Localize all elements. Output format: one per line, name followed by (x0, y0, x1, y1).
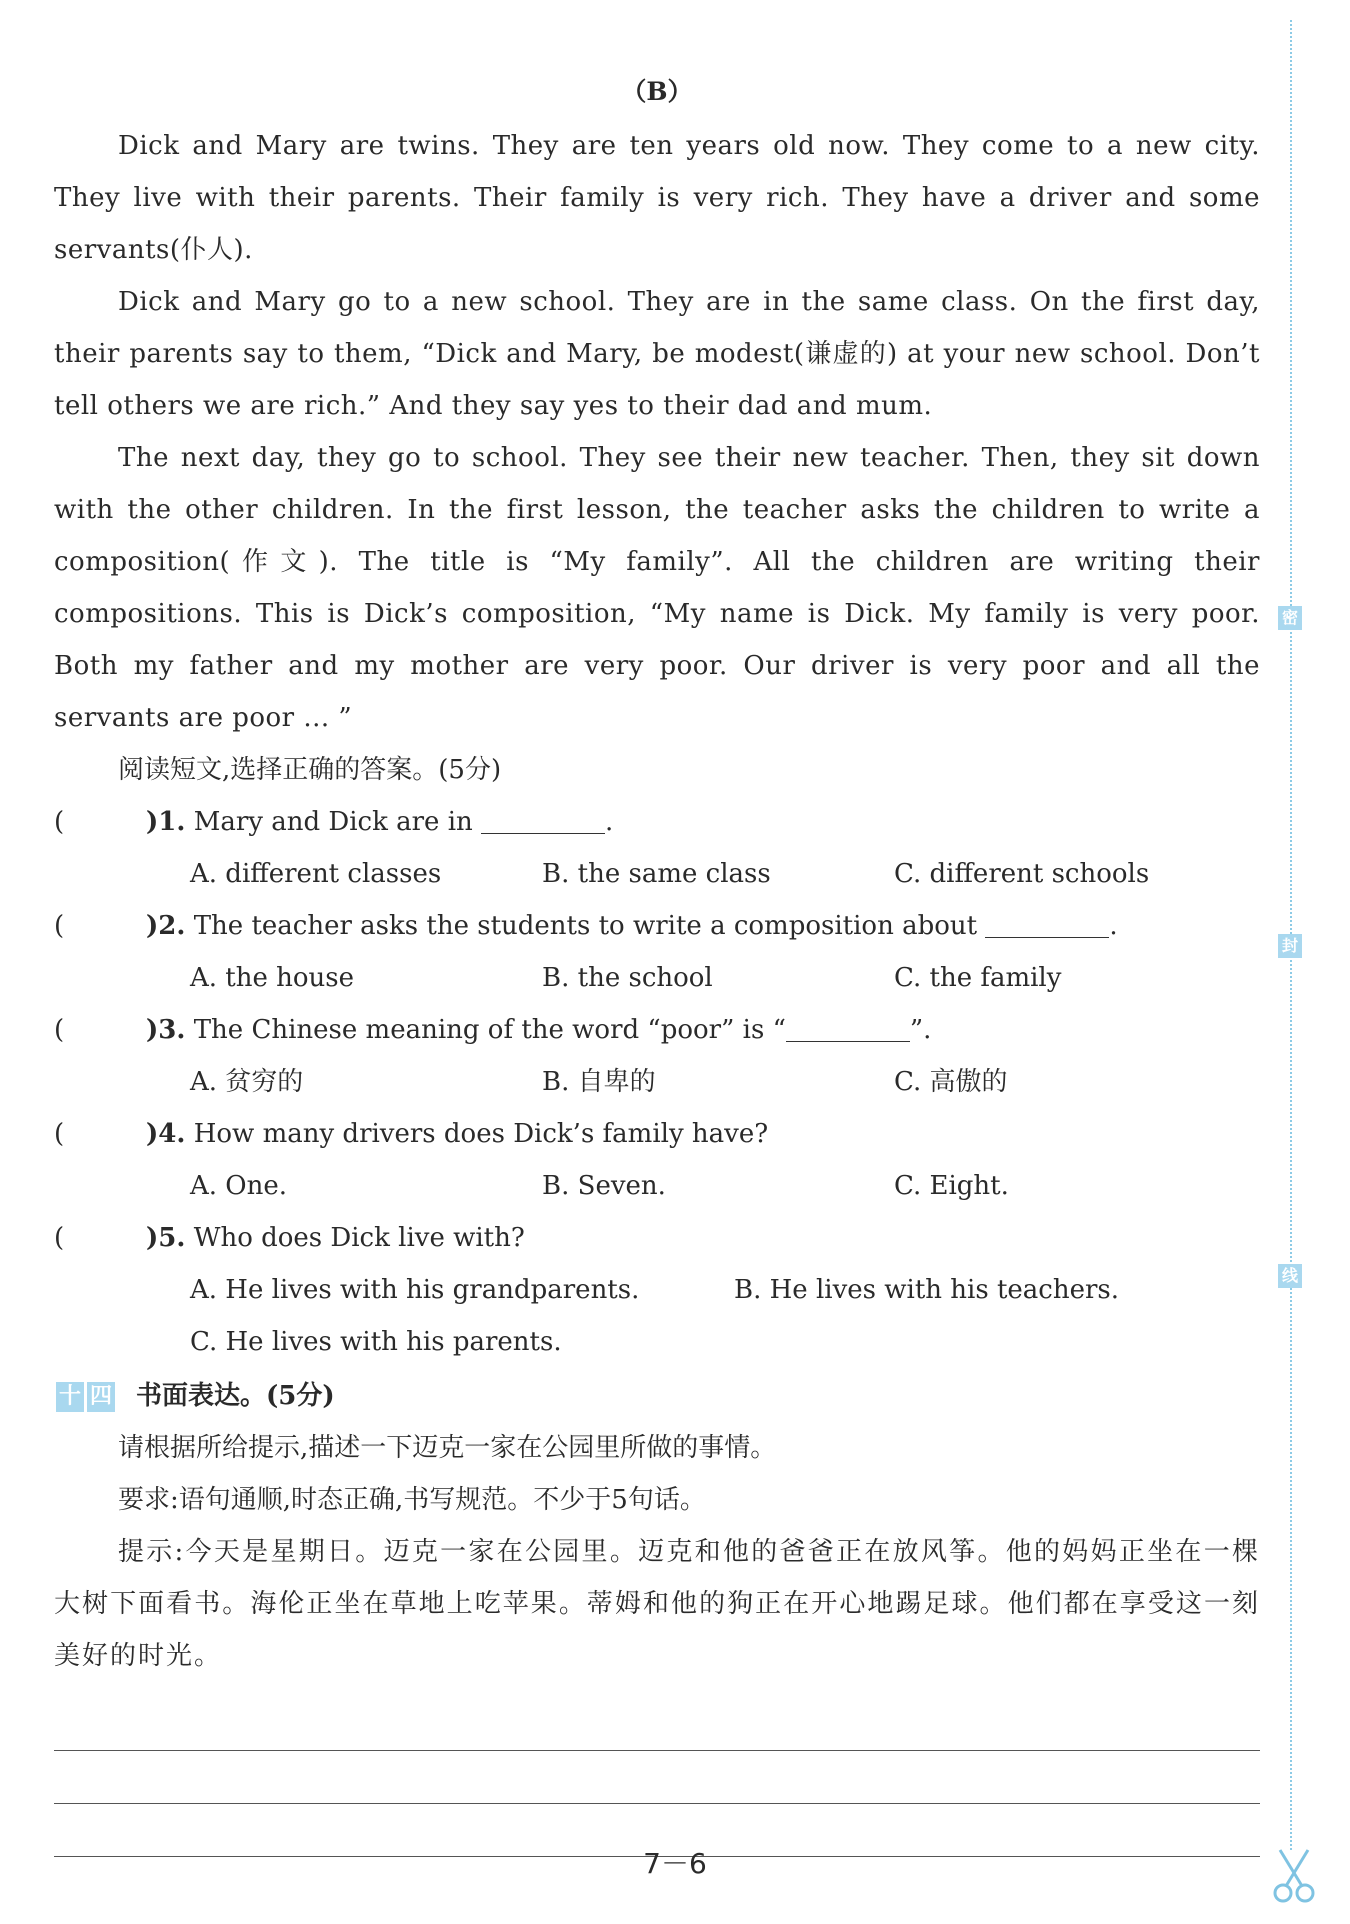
writing-area[interactable] (54, 1698, 1260, 1857)
writing-section-title: 书面表达。(5分) (136, 1381, 335, 1411)
option-a: A. the house (190, 963, 355, 993)
option-b: B. He lives with his teachers. (734, 1275, 1120, 1305)
question-tail: . (1109, 911, 1118, 941)
question-3-options (54, 1056, 1260, 1108)
answer-paren: ( (54, 1223, 65, 1253)
question-3 (54, 1004, 1260, 1056)
option-a: A. different classes (190, 859, 442, 889)
answer-paren: ( (54, 911, 65, 941)
question-number: )1. (146, 807, 186, 837)
answer-blank[interactable] (786, 1011, 910, 1042)
content (54, 72, 1260, 1857)
writing-task: 请根据所给提示,描述一下迈克一家在公园里所做的事情。 (118, 1433, 777, 1463)
question-text: Who does Dick live with? (193, 1223, 525, 1253)
writing-requirement: 要求:语句通顺,时态正确,书写规范。不少于5句话。 (118, 1485, 706, 1515)
option-c: C. 高傲的 (894, 1067, 1008, 1097)
option-b: B. the same class (542, 859, 771, 889)
option-a: A. 贫穷的 (190, 1067, 304, 1097)
section-number-badge (56, 1382, 118, 1412)
option-c: C. the family (894, 963, 1062, 993)
answer-paren: ( (54, 807, 65, 837)
answer-blank[interactable] (481, 803, 605, 834)
writing-line[interactable] (54, 1751, 1260, 1804)
question-1-options (54, 848, 1260, 900)
question-4 (54, 1108, 1260, 1160)
question-tail: . (605, 807, 614, 837)
reading-instruction: 阅读短文,选择正确的答案。(5分) (118, 755, 502, 785)
question-text: How many drivers does Dick’s family have? (193, 1119, 769, 1149)
question-number: )3. (146, 1015, 186, 1045)
answer-paren: ( (54, 1119, 65, 1149)
badge-char-2: 四 (87, 1382, 115, 1412)
option-a: A. One. (190, 1171, 288, 1201)
passage (54, 120, 1260, 744)
passage-paragraph-1: Dick and Mary are twins. They are ten years old now. They come to a new city. They live with their parents. Their family is very rich. They have a driver and some servants(仆人). (54, 131, 1260, 265)
question-number: )2. (146, 911, 186, 941)
option-c: C. Eight. (894, 1171, 1009, 1201)
question-4-options (54, 1160, 1260, 1212)
question-2 (54, 900, 1260, 952)
question-text: The Chinese meaning of the word “poor” is “ (193, 1015, 786, 1045)
question-text: Mary and Dick are in (193, 807, 473, 837)
question-5-options-c (54, 1316, 1260, 1368)
question-number: )4. (146, 1119, 186, 1149)
question-1 (54, 796, 1260, 848)
option-b: B. the school (542, 963, 713, 993)
question-text: The teacher asks the students to write a composition about (193, 911, 978, 941)
writing-hint: 提示:今天是星期日。迈克一家在公园里。迈克和他的爸爸正在放风筝。他的妈妈正坐在一棵大树下面看书。海伦正坐在草地上吃苹果。蒂姆和他的狗正在开心地踢足球。他们都在享受这一刻美好的时光。 (54, 1537, 1260, 1671)
option-b: B. 自卑的 (542, 1067, 656, 1097)
writing-section-header (54, 1370, 1260, 1422)
page-number: 7－6 (643, 1847, 707, 1880)
option-b: B. Seven. (542, 1171, 666, 1201)
question-5 (54, 1212, 1260, 1264)
passage-paragraph-3: The next day, they go to school. They see their new teacher. Then, they sit down with the other children. In the first lesson, the teacher asks the children to write a composition(作文). The title is “My family”. All the children are writing their compositions. This is Dick’s composition, “My name is Dick. My family is very poor. Both my father and my mother are very poor. Our driver is very poor and all the servants are poor ... ” (54, 443, 1260, 733)
margin-tag-feng: 封 (1278, 934, 1302, 958)
question-2-options (54, 952, 1260, 1004)
answer-paren: ( (54, 1015, 65, 1045)
option-c: C. different schools (894, 859, 1150, 889)
question-tail: ”. (909, 1015, 932, 1045)
margin-tag-xian: 线 (1278, 1264, 1302, 1288)
passage-paragraph-2: Dick and Mary go to a new school. They are in the same class. On the first day, their parents say to them, “Dick and Mary, be modest(谦虚的) at your new school. Don’t tell others we are rich.” And they say yes to their dad and mum. (54, 287, 1260, 421)
question-number: )5. (146, 1223, 186, 1253)
badge-char-1: 十 (56, 1382, 84, 1412)
question-5-options-ab (54, 1264, 1260, 1316)
option-c: C. He lives with his parents. (190, 1327, 562, 1357)
section-label: （B） (621, 77, 693, 106)
option-a: A. He lives with his grandparents. (190, 1275, 640, 1305)
answer-blank[interactable] (985, 907, 1109, 938)
margin-tag-mi: 密 (1278, 606, 1302, 630)
writing-line[interactable] (54, 1698, 1260, 1751)
